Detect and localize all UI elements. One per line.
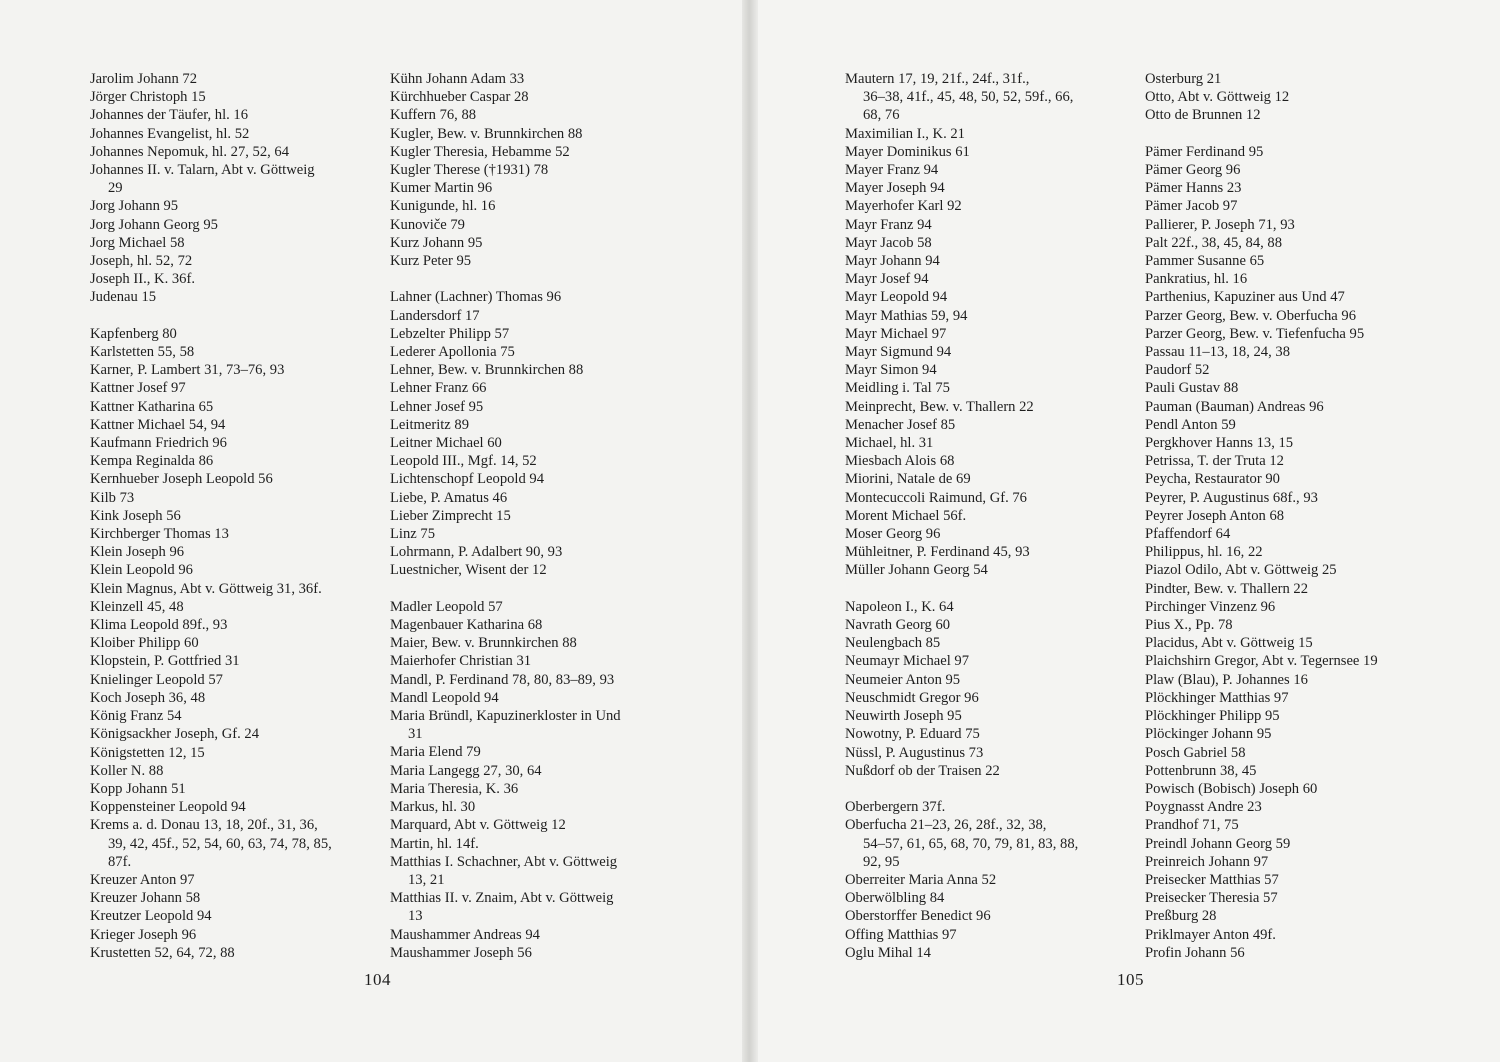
- index-entry: Parzer Georg, Bew. v. Tiefenfucha 95: [1145, 325, 1365, 342]
- index-entry: Linz 75: [390, 526, 435, 543]
- index-entry: Markus, hl. 30: [390, 799, 476, 816]
- index-entry: Johannes II. v. Talarn, Abt v. Göttweig: [90, 162, 315, 179]
- index-entry: Judenau 15: [90, 289, 157, 306]
- index-entry: Preinreich Johann 97: [1145, 853, 1269, 870]
- index-entry: Parzer Georg, Bew. v. Oberfucha 96: [1145, 307, 1356, 324]
- index-entry: Joseph II., K. 36f.: [90, 271, 195, 288]
- index-entry: Kapfenberg 80: [90, 325, 177, 342]
- index-entry: Landersdorf 17: [390, 307, 480, 324]
- index-entry: Nowotny, P. Eduard 75: [845, 726, 980, 743]
- index-entry-continuation: 68, 76: [863, 107, 900, 124]
- index-entry: Magenbauer Katharina 68: [390, 617, 543, 634]
- index-entry: Kumer Martin 96: [390, 180, 493, 197]
- index-entry: Krems a. d. Donau 13, 18, 20f., 31, 36,: [90, 817, 318, 834]
- index-entry-continuation: 13: [408, 908, 423, 925]
- index-entry: Prandhof 71, 75: [1145, 817, 1239, 834]
- index-entry: Klein Joseph 96: [90, 544, 185, 561]
- index-entry: Oberwölbling 84: [845, 890, 945, 907]
- index-entry: Napoleon I., K. 64: [845, 598, 954, 615]
- index-entry: Miorini, Natale de 69: [845, 471, 971, 488]
- index-entry: Preßburg 28: [1145, 908, 1217, 925]
- index-entry: Neuschmidt Gregor 96: [845, 689, 979, 706]
- index-entry: Pottenbrunn 38, 45: [1145, 762, 1257, 779]
- index-entry-continuation: 31: [408, 726, 423, 743]
- index-entry: Kugler Therese (†1931) 78: [390, 162, 549, 179]
- letter-group-gap: [390, 270, 621, 288]
- index-entry: Neumayr Michael 97: [845, 653, 970, 670]
- index-entry: Navrath Georg 60: [845, 617, 951, 634]
- index-entry: Kattner Josef 97: [90, 380, 186, 397]
- index-entry: Miesbach Alois 68: [845, 453, 955, 470]
- index-entry: Pergkhover Hanns 13, 15: [1145, 435, 1294, 452]
- index-entry-continuation: 13, 21: [408, 871, 445, 888]
- index-entry: Johannes Evangelist, hl. 52: [90, 125, 250, 142]
- index-entry: Koppensteiner Leopold 94: [90, 799, 246, 816]
- index-column-3: [845, 70, 1078, 962]
- index-entry: Posch Gabriel 58: [1145, 744, 1246, 761]
- index-entry: Maierhofer Christian 31: [390, 653, 532, 670]
- index-entry: Lieber Zimprecht 15: [390, 507, 511, 524]
- index-entry: Oglu Mihal 14: [845, 944, 931, 961]
- index-entry: Maria Elend 79: [390, 744, 481, 761]
- index-entry: Oberreiter Maria Anna 52: [845, 871, 997, 888]
- index-entry: Kattner Michael 54, 94: [90, 416, 226, 433]
- index-entry: Pämer Hanns 23: [1145, 180, 1242, 197]
- index-entry: Maria Theresia, K. 36: [390, 780, 519, 797]
- index-column-1: [90, 70, 332, 962]
- index-entry: Palt 22f., 38, 45, 84, 88: [1145, 234, 1283, 251]
- index-entry: Kleinzell 45, 48: [90, 598, 184, 615]
- index-entry: Maier, Bew. v. Brunnkirchen 88: [390, 635, 577, 652]
- index-entry: Oberbergern 37f.: [845, 799, 946, 816]
- index-entry: Mautern 17, 19, 21f., 24f., 31f.,: [845, 71, 1030, 87]
- index-entry: Pallierer, P. Joseph 71, 93: [1145, 216, 1295, 233]
- index-entry: Klein Leopold 96: [90, 562, 193, 579]
- index-entry: Morent Michael 56f.: [845, 507, 967, 524]
- index-entry: Petrissa, T. der Truta 12: [1145, 453, 1284, 470]
- index-entry: Mayr Johann 94: [845, 253, 940, 270]
- index-entry: Mayr Sigmund 94: [845, 344, 952, 361]
- index-entry: Profin Johann 56: [1145, 944, 1245, 961]
- index-entry: Leopold III., Mgf. 14, 52: [390, 453, 537, 470]
- index-entry: Karner, P. Lambert 31, 73–76, 93: [90, 362, 285, 379]
- index-entry: Placidus, Abt v. Göttweig 15: [1145, 635, 1313, 652]
- index-entry: Kilb 73: [90, 489, 135, 506]
- index-entry: Mayr Leopold 94: [845, 289, 948, 306]
- index-entry: Pammer Susanne 65: [1145, 253, 1265, 270]
- index-entry: Plöckhinger Matthias 97: [1145, 689, 1289, 706]
- index-entry: Kreuzer Johann 58: [90, 890, 201, 907]
- letter-group-gap: [90, 307, 332, 325]
- index-entry: Preisecker Theresia 57: [1145, 890, 1278, 907]
- letter-group-gap: [845, 580, 1078, 598]
- index-entry: Leitner Michael 60: [390, 435, 502, 452]
- index-entry: Johannes Nepomuk, hl. 27, 52, 64: [90, 143, 290, 160]
- index-entry: Matthias I. Schachner, Abt v. Göttweig: [390, 853, 618, 870]
- index-entry: Oberstorffer Benedict 96: [845, 908, 991, 925]
- index-entry: Mayr Michael 97: [845, 325, 947, 342]
- index-entry: Peycha, Restaurator 90: [1145, 471, 1280, 488]
- index-entry: Kugler, Bew. v. Brunnkirchen 88: [390, 125, 583, 142]
- letter-group-gap: [390, 580, 621, 598]
- index-entry: Kernhueber Joseph Leopold 56: [90, 471, 273, 488]
- index-entry: Neumeier Anton 95: [845, 671, 961, 688]
- letter-group-gap: [845, 780, 1078, 798]
- index-entry: Kreutzer Leopold 94: [90, 908, 212, 925]
- index-entry: Mandl, P. Ferdinand 78, 80, 83–89, 93: [390, 671, 615, 688]
- index-entry: Maushammer Andreas 94: [390, 926, 540, 943]
- index-entry: Königsackher Joseph, Gf. 24: [90, 726, 260, 743]
- index-entry: Lebzelter Philipp 57: [390, 325, 510, 342]
- index-entry: Koller N. 88: [90, 762, 164, 779]
- index-entry: Knielinger Leopold 57: [90, 671, 223, 688]
- index-entry: Nüssl, P. Augustinus 73: [845, 744, 984, 761]
- index-entry: Lederer Apollonia 75: [390, 344, 515, 361]
- index-entry-continuation: 87f.: [108, 853, 132, 870]
- index-entry: Preindl Johann Georg 59: [1145, 835, 1291, 852]
- index-entry: Plöckinger Johann 95: [1145, 726, 1272, 743]
- page-number-left: 104: [364, 970, 391, 989]
- page-number-right: 105: [1117, 970, 1144, 989]
- index-entry: Kugler Theresia, Hebamme 52: [390, 143, 570, 160]
- index-entry: Pauman (Bauman) Andreas 96: [1145, 398, 1324, 415]
- index-entry: Passau 11–13, 18, 24, 38: [1145, 344, 1290, 361]
- index-entry: Pämer Georg 96: [1145, 162, 1241, 178]
- index-entry: Lehner Franz 66: [390, 380, 487, 397]
- index-entry: Mayr Jacob 58: [845, 234, 932, 251]
- index-entry: Mayr Mathias 59, 94: [845, 307, 968, 324]
- index-entry: Kirchberger Thomas 13: [90, 526, 229, 543]
- index-entry: Jorg Michael 58: [90, 234, 185, 251]
- index-entry: Maria Bründl, Kapuzinerkloster in Und: [390, 708, 621, 725]
- index-entry: Kaufmann Friedrich 96: [90, 435, 227, 452]
- index-entry: Michael, hl. 31: [845, 435, 934, 452]
- index-entry: Königstetten 12, 15: [90, 744, 205, 761]
- left-page: [0, 0, 748, 1062]
- index-entry: Kunoviče 79: [390, 216, 465, 233]
- index-entry: Madler Leopold 57: [390, 598, 503, 615]
- book-gutter: [742, 0, 758, 1062]
- index-entry: Klein Magnus, Abt v. Göttweig 31, 36f.: [90, 580, 322, 597]
- index-entry: Kopp Johann 51: [90, 780, 186, 797]
- index-entry: Kurz Johann 95: [390, 234, 483, 251]
- index-entry: Menacher Josef 85: [845, 416, 956, 433]
- index-entry: Mayer Franz 94: [845, 162, 939, 179]
- index-entry: Pius X., Pp. 78: [1145, 617, 1233, 634]
- index-entry: Matthias II. v. Znaim, Abt v. Göttweig: [390, 890, 614, 907]
- index-entry: Lichtenschopf Leopold 94: [390, 471, 545, 488]
- index-entry: Pankratius, hl. 16: [1145, 271, 1248, 288]
- index-entry: Maria Langegg 27, 30, 64: [390, 762, 542, 779]
- index-entry: Neuwirth Joseph 95: [845, 708, 962, 725]
- index-entry: Preisecker Matthias 57: [1145, 871, 1279, 888]
- index-entry: Leitmeritz 89: [390, 416, 470, 433]
- index-entry: Plöckhinger Philipp 95: [1145, 708, 1280, 725]
- index-entry: Montecuccoli Raimund, Gf. 76: [845, 489, 1027, 506]
- index-entry: Kunigunde, hl. 16: [390, 198, 496, 215]
- index-entry: Nußdorf ob der Traisen 22: [845, 762, 1000, 779]
- index-entry: Joseph, hl. 52, 72: [90, 253, 193, 270]
- index-column-4: [1145, 70, 1378, 962]
- index-entry: Peyrer, P. Augustinus 68f., 93: [1145, 489, 1318, 506]
- index-entry: Martin, hl. 14f.: [390, 835, 479, 852]
- index-entry: Lehner, Bew. v. Brunnkirchen 88: [390, 362, 584, 379]
- index-entry: Pirchinger Vinzenz 96: [1145, 598, 1276, 615]
- index-entry: Klopstein, P. Gottfried 31: [90, 653, 240, 670]
- index-entry-continuation: 92, 95: [863, 853, 900, 870]
- index-entry: Meinprecht, Bew. v. Thallern 22: [845, 398, 1034, 415]
- index-entry: Kurz Peter 95: [390, 253, 472, 270]
- right-page: [752, 0, 1500, 1062]
- index-entry: Pendl Anton 59: [1145, 416, 1236, 433]
- index-entry: Maximilian I., K. 21: [845, 125, 965, 142]
- index-entry: Otto de Brunnen 12: [1145, 107, 1261, 124]
- index-entry: Mayr Franz 94: [845, 216, 932, 233]
- index-entry: Maushammer Joseph 56: [390, 944, 532, 961]
- index-entry: Liebe, P. Amatus 46: [390, 489, 508, 506]
- index-entry-continuation: 36–38, 41f., 45, 48, 50, 52, 59f., 66,: [863, 89, 1074, 106]
- index-entry: Plaw (Blau), P. Johannes 16: [1145, 671, 1308, 688]
- index-entry: Krieger Joseph 96: [90, 926, 197, 943]
- index-entry: Mühleitner, P. Ferdinand 45, 93: [845, 544, 1030, 561]
- index-entry: Krustetten 52, 64, 72, 88: [90, 944, 235, 961]
- index-entry: Kreuzer Anton 97: [90, 871, 195, 888]
- index-entry: Mayerhofer Karl 92: [845, 198, 962, 215]
- index-entry: Pfaffendorf 64: [1145, 526, 1231, 543]
- index-entry: Mayr Josef 94: [845, 271, 929, 288]
- index-entry: Kühn Johann Adam 33: [390, 71, 525, 87]
- index-entry: Jorg Johann Georg 95: [90, 216, 218, 233]
- index-entry: Kloiber Philipp 60: [90, 635, 199, 652]
- letter-group-gap: [1145, 125, 1378, 143]
- index-entry: König Franz 54: [90, 708, 182, 725]
- index-entry: Oberfucha 21–23, 26, 28f., 32, 38,: [845, 817, 1047, 834]
- index-entry-continuation: 39, 42, 45f., 52, 54, 60, 63, 74, 78, 85,: [108, 835, 332, 852]
- index-entry: Jarolim Johann 72: [90, 71, 198, 87]
- index-entry: Osterburg 21: [1145, 71, 1222, 87]
- index-entry-continuation: 29: [108, 180, 123, 197]
- index-entry: Philippus, hl. 16, 22: [1145, 544, 1263, 561]
- index-entry: Mandl Leopold 94: [390, 689, 499, 706]
- index-entry: Karlstetten 55, 58: [90, 344, 195, 361]
- index-entry: Kuffern 76, 88: [390, 107, 477, 124]
- index-entry: Pämer Ferdinand 95: [1145, 143, 1264, 160]
- index-entry: Jörger Christoph 15: [90, 89, 206, 106]
- index-entry: Poygnasst Andre 23: [1145, 799, 1262, 816]
- index-entry: Mayer Dominikus 61: [845, 143, 970, 160]
- index-entry: Kattner Katharina 65: [90, 398, 214, 415]
- index-entry: Peyrer Joseph Anton 68: [1145, 507, 1285, 524]
- index-entry: Johannes der Täufer, hl. 16: [90, 107, 249, 124]
- index-entry: Priklmayer Anton 49f.: [1145, 926, 1276, 943]
- index-entry: Mayr Simon 94: [845, 362, 937, 379]
- index-entry: Mayer Joseph 94: [845, 180, 945, 197]
- index-entry: Meidling i. Tal 75: [845, 380, 950, 397]
- index-entry: Kürchhueber Caspar 28: [390, 89, 529, 106]
- index-entry-continuation: 54–57, 61, 65, 68, 70, 79, 81, 83, 88,: [863, 835, 1079, 852]
- index-entry: Pauli Gustav 88: [1145, 380, 1239, 397]
- index-entry: Marquard, Abt v. Göttweig 12: [390, 817, 566, 834]
- index-entry: Koch Joseph 36, 48: [90, 689, 206, 706]
- index-entry: Piazol Odilo, Abt v. Göttweig 25: [1145, 562, 1337, 579]
- index-entry: Otto, Abt v. Göttweig 12: [1145, 89, 1290, 106]
- index-entry: Jorg Johann 95: [90, 198, 179, 215]
- index-entry: Klima Leopold 89f., 93: [90, 617, 228, 634]
- index-entry: Paudorf 52: [1145, 362, 1210, 379]
- index-entry: Plaichshirn Gregor, Abt v. Tegernsee 19: [1145, 653, 1378, 670]
- index-entry: Neulengbach 85: [845, 635, 941, 652]
- index-entry: Parthenius, Kapuziner aus Und 47: [1145, 289, 1345, 306]
- index-entry: Offing Matthias 97: [845, 926, 957, 943]
- index-entry: Powisch (Bobisch) Joseph 60: [1145, 780, 1318, 797]
- index-entry: Lahner (Lachner) Thomas 96: [390, 289, 562, 306]
- index-entry: Luestnicher, Wisent der 12: [390, 562, 547, 579]
- index-column-2: [390, 70, 621, 962]
- index-entry: Moser Georg 96: [845, 526, 941, 543]
- index-entry: Lohrmann, P. Adalbert 90, 93: [390, 544, 563, 561]
- index-entry: Pindter, Bew. v. Thallern 22: [1145, 580, 1309, 597]
- index-entry: Kink Joseph 56: [90, 507, 181, 524]
- index-entry: Pämer Jacob 97: [1145, 198, 1238, 215]
- index-entry: Lehner Josef 95: [390, 398, 484, 415]
- index-entry: Kempa Reginalda 86: [90, 453, 214, 470]
- index-entry: Müller Johann Georg 54: [845, 562, 988, 579]
